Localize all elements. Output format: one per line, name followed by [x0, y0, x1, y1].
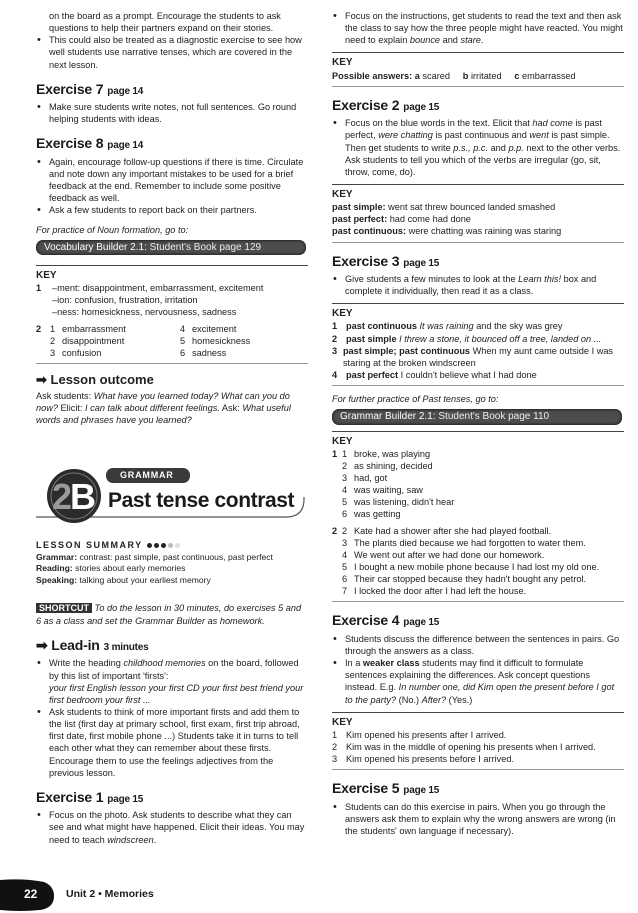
lead-in-bullet: • Ask students to think of more important firsts and add them to the list (first day at primary school, first exam, first trip abroad, first date, first mobile phone ...) Students take it in turns to tell each other what they can remember about these firsts. Encourage them to use the feelings adjectives from the previous lesson. [36, 706, 308, 779]
key-line: –ness: homesickness, nervousness, sadness [52, 307, 237, 318]
lead-in-heading: ➡ Lead-in 3 minutes [36, 636, 149, 653]
practice-note: For practice of Noun formation, go to: [36, 224, 189, 235]
intro-bullet: • This could also be treated as a diagnostic exercise to see how well students use narrative tenses, which are covered in the next lesson. [36, 34, 308, 70]
lesson-outcome-text: Ask students: What have you learned today? What can you do now? Elicit: I can talk about different feelings. Ask: What useful words and phrases have you learned? [36, 391, 291, 426]
exercise-8-bullet: • Ask a few students to report back on their partners. [36, 204, 308, 216]
lead-in-bullet: • Write the heading childhood memories on the board, followed by this list of important 'firsts': your first English lesson your first CD your first best friend your first bedroom your first ... [36, 657, 308, 706]
page-number: 22 [24, 887, 38, 901]
key-exercise-2: KEY past simple: went sat threw bounced landed smashed past perfect: had come had done past continuous: were chatting was raining was staring [332, 184, 624, 243]
lesson-banner [36, 463, 308, 531]
arrow-icon: ➡ [36, 636, 48, 653]
level-dots-icon [145, 540, 180, 550]
exercise-1-bullet: • Focus on the photo. Ask students to describe what they can see and what might have happened. Elicit their ideas. You may need to teach windscreen. [36, 809, 308, 845]
key-line: –ion: confusion, frustration, irritation [52, 295, 198, 306]
exercise-5-bullet: • Students can do this exercise in pairs. When you go through the answers ask them to explain why the wrong answers are wrong (in the students' own language if necessary). [332, 801, 624, 837]
key-grid: 2 1 embarrassment 4 excitement 2 disappointment 5 homesickness 3 confusion 6 sadness [36, 323, 251, 358]
exercise-8-bullet: • Again, encourage follow-up questions if there is time. Circulate and note down any important mistakes to be used for a brief feedback at the end. Remember to include some positive feedback as well. [36, 156, 308, 205]
exercise-7-bullet: • Make sure students write notes, not full sentences. Go round helping students with ideas. [36, 101, 308, 125]
lesson-outcome-heading: ➡ Lesson outcome [36, 371, 154, 387]
exercise-1-heading: Exercise 1 page 15 [36, 788, 144, 805]
key-label: KEY [36, 269, 57, 281]
lesson-summary: LESSON SUMMARY Grammar: contrast: past simple, past continuous, past perfect Reading: stories about early memories Speaking: talking about your earliest memory [36, 540, 273, 585]
page-footer [0, 876, 638, 913]
key-exercise-4: KEY 1 Kim opened his presents after I arrived. 2 Kim was in the middle of opening his presents when I arrived. 3 Kim opened his presents before I arrived. [332, 712, 624, 771]
exercise-3-bullet: • Give students a few minutes to look at the Learn this! box and complete it individually, then read it as a class. [332, 273, 624, 297]
lesson-title: Past tense contrast [108, 489, 295, 512]
banner-letter: B [70, 476, 96, 517]
shortcut-label: SHORTCUT [36, 603, 92, 613]
exercise-4-heading: Exercise 4 page 15 [332, 612, 440, 629]
shortcut-note: SHORTCUT To do the lesson in 30 minutes, do exercises 5 and 6 as a class and set the Grammar Builder as homework. [36, 602, 302, 626]
key-possible-answers: KEY Possible answers: a scared b irritated c embarrassed [332, 52, 624, 86]
exercise-2-heading: Exercise 2 page 15 [332, 96, 440, 113]
intro-text: on the board as a prompt. Encourage the students to ask questions to help their partners expand on their stories. [49, 11, 281, 34]
key-grammar-builder: KEY 1 1 broke, was playing 2 as shining, decided 3 had, got 4 was waiting, saw 5 was listening, didn't hear 6 was getting 2 2 Kate had a shower after she had played football. 3 The plants died because we had forgotten to water them. 4 We went out after we had done our homework. 5 I bought a new mobile phone because I had lost my old one. 6 Their car stopped because they hadn't bought any petrol. 7 I locked the door after I had left the house. [332, 431, 624, 603]
exercise-4-bullet: • Students discuss the difference between the sentences in pairs. Go through the answers as a class. [332, 633, 624, 657]
exercise-1-bullet-cont: • Focus on the instructions, get students to read the text and then ask the class to say how the three people might have reacted. You might need to explain bounce and stare. [332, 10, 624, 46]
exercise-5-heading: Exercise 5 page 15 [332, 780, 440, 797]
lesson-summary-title: LESSON SUMMARY [36, 540, 143, 550]
left-lower [36, 539, 308, 846]
exercise-8-heading: Exercise 8 page 14 [36, 135, 144, 152]
vocabulary-builder-bar: Vocabulary Builder 2.1: Student's Book page 129 [36, 240, 306, 255]
unit-title: Unit 2 • Memories [66, 888, 154, 900]
banner-tag: GRAMMAR [120, 470, 174, 480]
left-column [36, 10, 308, 427]
exercise-3-heading: Exercise 3 page 15 [332, 252, 440, 269]
arrow-icon: ➡ [36, 371, 47, 387]
practice-note: For further practice of Past tenses, go to: [332, 394, 499, 405]
exercise-4-bullet: • In a weaker class students may find it difficult to formulate sentences explaining the differences. Ask concept questions instead. E.g. In number one, did Kim open the present before I got to the party? (No.) After? (Yes.) [332, 657, 624, 706]
key-line: 1 –ment: disappointment, embarrassment, excitement [36, 283, 264, 294]
exercise-2-bullet: • Focus on the blue words in the text. Elicit that had come is past perfect, were chatting is past continuous and went is past simple. Then get students to write p.s., p.c. and p.p. next to the other verbs. Ask students to tell you which of the verbs are irregular (go, sit, throw, come, do). [332, 117, 624, 178]
right-column [332, 10, 624, 837]
exercise-7-heading: Exercise 7 page 14 [36, 80, 144, 97]
banner-digit: 2 [52, 476, 73, 517]
key-vocabulary [36, 265, 308, 364]
key-exercise-3: KEY 1 past continuous It was raining and the sky was grey 2 past simple I threw a stone, it bounced off a tree, landed on ... 3 past simple; past continuous When my aunt came outside I was staring at the broken windscreen 4 past perfect I couldn't believe what I had done [332, 303, 624, 386]
grammar-builder-bar: Grammar Builder 2.1: Student's Book page 110 [332, 409, 622, 424]
